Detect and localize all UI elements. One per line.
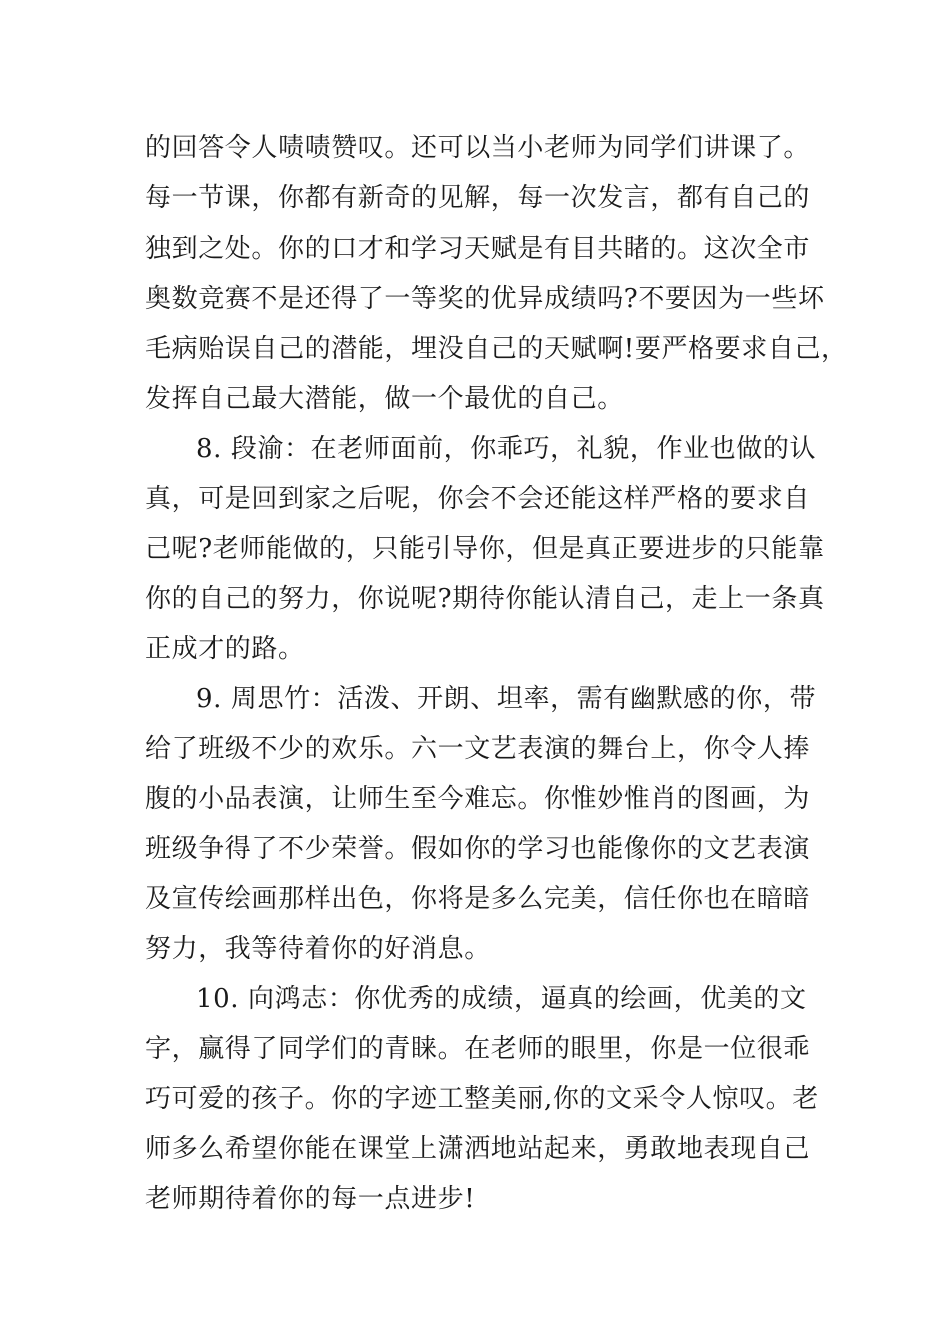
paragraph-9-first-line: 9. 周思竹：活泼、开朗、坦率，需有幽默感的你，带 <box>196 684 817 714</box>
text-line: 及宣传绘画那样出色，你将是多么完美，信任你也在暗暗 <box>145 884 811 914</box>
text-line: 努力，我等待着你的好消息。 <box>145 934 491 964</box>
text-line: 发挥自己最大潜能，做一个最优的自己。 <box>145 384 624 414</box>
text-line: 班级争得了不少荣誉。假如你的学习也能像你的文艺表演 <box>145 834 811 864</box>
paragraph-10-first-line: 10. 向鸿志：你优秀的成绩，逼真的绘画，优美的文 <box>196 984 807 1014</box>
text-line: 独到之处。你的口才和学习天赋是有目共睹的。这次全市 <box>145 234 811 264</box>
text-line: 己呢?老师能做的，只能引导你，但是真正要进步的只能靠 <box>145 534 825 564</box>
text-line: 的回答令人啧啧赞叹。还可以当小老师为同学们讲课了。 <box>145 133 811 163</box>
text-line: 腹的小品表演，让师生至今难忘。你惟妙惟肖的图画，为 <box>145 784 811 814</box>
text-line: 巧可爱的孩子。你的字迹工整美丽,你的文采令人惊叹。老 <box>145 1084 819 1114</box>
text-line: 奥数竞赛不是还得了一等奖的优异成绩吗?不要因为一些坏 <box>145 284 825 314</box>
text-line: 老师期待着你的每一点进步! <box>145 1184 476 1214</box>
text-line: 毛病贻误自己的潜能，埋没自己的天赋啊!要严格要求自己， <box>145 334 848 364</box>
text-line: 师多么希望你能在课堂上潇洒地站起来，勇敢地表现自己 <box>145 1134 811 1164</box>
text-line: 真，可是回到家之后呢，你会不会还能这样严格的要求自 <box>145 484 811 514</box>
text-line: 你的自己的努力，你说呢?期待你能认清自己，走上一条真 <box>145 584 825 614</box>
text-line: 正成才的路。 <box>145 634 305 664</box>
paragraph-8-first-line: 8. 段渝：在老师面前，你乖巧，礼貌，作业也做的认 <box>196 434 817 464</box>
text-line: 字，赢得了同学们的青睐。在老师的眼里，你是一位很乖 <box>145 1034 811 1064</box>
text-line: 每一节课，你都有新奇的见解，每一次发言，都有自己的 <box>145 183 811 213</box>
text-line: 给了班级不少的欢乐。六一文艺表演的舞台上，你令人捧 <box>145 734 811 764</box>
